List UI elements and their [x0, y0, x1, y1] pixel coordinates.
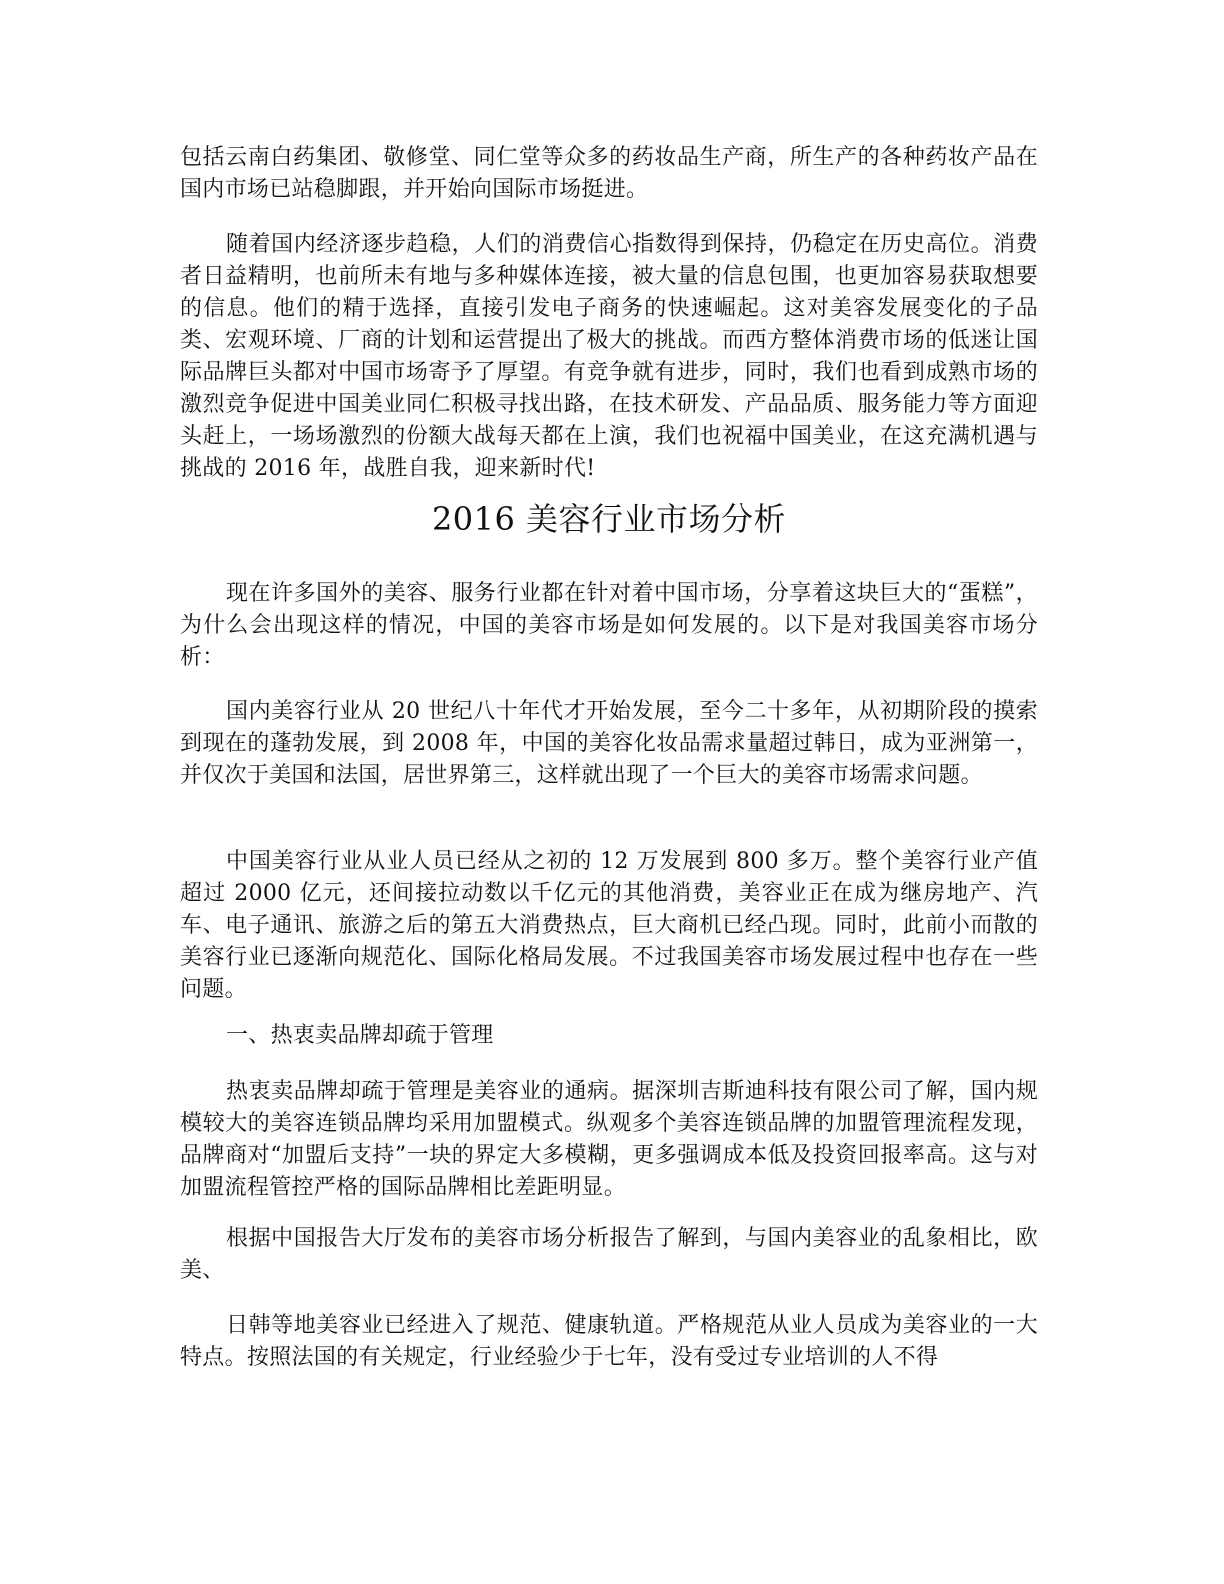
- paragraph-pharma-producers: 包括云南白药集团、敬修堂、同仁堂等众多的药妆品生产商，所生产的各种药妆产品在国内市场已站稳脚跟，并开始向国际市场挺进。: [180, 145, 1038, 202]
- paragraph-economy-outlook: 随着国内经济逐步趋稳，人们的消费信心指数得到保持，仍稳定在历史高位。消费者日益精明，也前所未有地与多种媒体连接，被大量的信息包围，也更加容易获取想要的信息。他们的精于选择，直接引发电子商务的快速崛起。这对美容发展变化的子品类、宏观环境、厂商的计划和运营提出了极大的挑战。而西方整体消费市场的低迷让国际品牌巨头都对中国市场寄予了厚望。有竞争就有进步，同时，我们也看到成熟市场的激烈竞争促进中国美业同仁积极寻找出路，在技术研发、产品品质、服务能力等方面迎头赶上，一场场激烈的份额大战每天都在上演，我们也祝福中国美业，在这充满机遇与挑战的 2016 年，战胜自我，迎来新时代!: [180, 232, 1038, 481]
- paragraph-industry-history: 国内美容行业从 20 世纪八十年代才开始发展，至今二十多年，从初期阶段的摸索到现在的蓬勃发展，到 2008 年，中国的美容化妆品需求量超过韩日，成为亚洲第一，并仅次于美国和法国，居世界第三，这样就出现了一个巨大的美容市场需求问题。: [180, 699, 1038, 788]
- section-heading-brand-management: 一、热衷卖品牌却疏于管理: [226, 1023, 494, 1048]
- paragraph-foreign-market-intro: 现在许多国外的美容、服务行业都在针对着中国市场，分享着这块巨大的“蛋糕”，为什么会出现这样的情况，中国的美容市场是如何发展的。以下是对我国美容市场分析：: [180, 581, 1038, 670]
- page-title: 2016 美容行业市场分析: [431, 500, 787, 538]
- paragraph-report-comparison: 根据中国报告大厅发布的美容市场分析报告了解到，与国内美容业的乱象相比，欧美、: [180, 1226, 1038, 1283]
- paragraph-industry-scale: 中国美容行业从业人员已经从之初的 12 万发展到 800 多万。整个美容行业产值超过 2000 亿元，还间接拉动数以千亿元的其他消费，美容业正在成为继房地产、汽车、电子通讯、旅游之后的第五大消费热点，巨大商机已经凸现。同时，此前小而散的美容行业已逐渐向规范化、国际化格局发展。不过我国美容市场发展过程中也存在一些问题。: [180, 849, 1038, 1002]
- paragraph-franchise-issues: 热衷卖品牌却疏于管理是美容业的通病。据深圳吉斯迪科技有限公司了解，国内规模较大的美容连锁品牌均采用加盟模式。纵观多个美容连锁品牌的加盟管理流程发现，品牌商对“加盟后支持”一块的界定大多模糊，更多强调成本低及投资回报率高。这与对加盟流程管控严格的国际品牌相比差距明显。: [180, 1079, 1038, 1200]
- paragraph-japan-korea-standards: 日韩等地美容业已经进入了规范、健康轨道。严格规范从业人员成为美容业的一大特点。按照法国的有关规定，行业经验少于七年，没有受过专业培训的人不得: [180, 1313, 1038, 1370]
